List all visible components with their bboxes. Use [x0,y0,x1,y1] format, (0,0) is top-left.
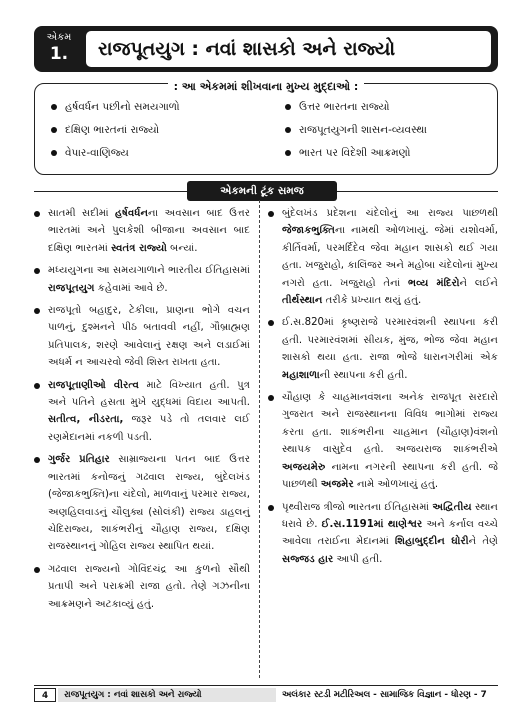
body-text: સ્થાન ધરાવે છે. [282,501,498,530]
unit-label: એકમ [46,32,72,43]
key-points-heading: : આ એકમમાં શીખવાના મુખ્ય મુદ્દાઓ : [168,80,365,93]
summary-bullet-item [34,561,250,613]
body-text: ને લઈને [459,277,499,289]
footer-rule [34,685,498,686]
unit-number: 1. [49,44,69,64]
emphasized-text: અદ્વિતીય [432,501,472,513]
body-text: અને કર્નાલ વચ્ચે આવેલા તરાઈના મેદાનમાં [282,518,498,548]
emphasized-text: ભવ્ય મંદિરો [408,277,460,289]
key-points-right-list [283,96,427,165]
body-text: ઈ.સ.820માં કૃષ્ણરાજે પરમારવંશની સ્થાપના કરી હતી. પરમારવંશમાં સીયક, મુંજ, ભોજ જેવા મહાન શાસકો થયા હતા. રાજા ભોજે ધારાનગરીમાં એક [282,317,498,364]
key-point-item: હર્ષવર્ધન પછીનો સમયગાળો [49,96,180,119]
footer-book-title: અલંકાર સ્ટડી મટીરિઅલ - સામાજિક વિજ્ઞાન - ધોરણ - 7 [282,690,487,700]
key-point-item: દક્ષિણ ભારતનાં રાજ્યો [49,119,180,142]
body-text: ને તેણે [468,536,498,548]
emphasized-text: મહાશાળા [282,369,320,381]
summary-bullet-item [268,389,498,493]
body-text: નામે ઓળખાયું હતું. [353,479,439,491]
body-text: કહેવામાં આવે છે. [94,282,168,294]
key-point-item: રાજપૂતયુગની શાસન-વ્યવસ્થા [283,119,427,142]
emphasized-text: ગુર્જર પ્રતિહાર [48,454,110,466]
emphasized-text: જેજાકભુક્તિ [282,225,336,237]
emphasized-text: રાજપૂતાણીઓ વીરત્વ [48,379,139,391]
body-text: પૃથ્વીરાજ ત્રીજો ભારતના ઈતિહાસમાં [282,501,433,513]
summary-bullet-item [34,302,250,372]
summary-bullet-item [268,499,498,569]
key-point-item: ઉત્તર ભારતના રાજ્યો [283,96,427,119]
summary-bullet-item [34,451,250,555]
key-points-left-list [49,96,180,165]
emphasized-text: સજ્જડ હાર [282,553,334,565]
summary-bullet-item [34,377,250,447]
key-points-box [34,80,498,175]
emphasized-text: સ્વતંત્ર રાજ્યો [111,242,167,254]
key-point-item: વેપાર-વાણિજ્ય [49,142,180,165]
body-text: જરૂર પડે તો તલવાર લઈ રણમેદાનમાં નકળી પડતી. [48,414,250,443]
body-text: સામ્રાજ્યના પતન બાદ ઉત્તર ભારતમાં કનોજનું ગઢવાલ રાજ્ય, બુંદેલખંડ (જેજાકભુક્તિ)ના ચંદેલો, માળવાનું પરમાર રાજ્ય, અણહિલવાડનું ચૌલુક્ય (સોલંકી) રાજ્ય ડાહલનું ચેદિરાજ્ય, શાકંભરીનું ચૌહાણ રાજ્ય, દક્ષિણ રાજસ્થાનનું ગોહિલ રાજ્ય સ્થાપિત થયાં. [48,454,250,553]
page-number: 4 [34,688,56,702]
emphasized-text: હર્ષવર્ધન [115,208,149,219]
body-text: માટે વિખ્યાત હતી. પુત્ર અને પતિને હસતા મુખે યુદ્ધમાં વિદાય આપતી. [48,379,250,409]
body-text: મધ્યયુગના આ સમયગાળાને ભારતીય ઈતિહાસમાં [48,265,250,277]
body-text: બન્યાં. [166,242,198,254]
unit-number-tag [40,30,78,68]
summary-heading: એકમની ટૂંક સમજ [187,181,337,201]
footer-chapter-title: રાજપૂતયુગ : નવાં શાસકો અને રાજ્યો [58,688,276,702]
key-point-item: ભારત પર વિદેશી આક્રમણો [283,142,427,165]
body-text: ના નામથી ઓળખાયું. જેમાં યશોવર્મા, કીર્તિવર્મા, પરમર્દિદેવ જેવા મહાન શાસકો થઈ ગયા હતા. ખજુરાહો, કાલિંજર અને મહોબા ચંદેલોનાં મુખ્ય નગરો હતા. ખજુરાહો તેનાં [282,225,498,289]
summary-bullet-item [34,262,250,297]
body-text: ના અવસાન બાદ ઉત્તર ભારતમાં અને પુલકેશી બીજાના અવસાન બાદ દક્ષિણ ભારતમાં [48,208,251,254]
emphasized-text: સતીત્વ, નીડરતા, [48,414,124,426]
body-text: નામના નગરની સ્થાપના કરી હતી. જે પાછળથી [282,461,498,491]
body-text: ગઢવાલ રાજ્યનો ગોવિંદચંદ્ર આ કુળનો સૌથી પ્રતાપી અને પરાક્રમી રાજા હતો. તેણે ગઝનીના આક્રમણને અટકાવ્યું હતું. [48,563,250,610]
page-footer [34,688,498,702]
summary-left-column [34,205,250,618]
body-text: તરીકે પ્રખ્યાત થયું હતું. [322,295,422,307]
emphasized-text: શિહાબુદ્દીન ઘોરી [394,536,469,548]
emphasized-text: અજયમેરુ [282,461,326,473]
column-divider [259,200,260,678]
key-points-heading-wrap [35,75,497,94]
emphasized-text: તીર્થસ્થાન [282,295,323,307]
body-text: ની સ્થાપના કરી હતી. [319,369,408,381]
emphasized-text: અજમેર [320,479,354,491]
summary-right-column [268,205,498,573]
emphasized-text: ઈ.સ.1191માં થાણેશ્વર [321,518,423,530]
emphasized-text: રાજપૂતયુગ [48,282,95,294]
body-text: આપી હતી. [333,553,383,565]
summary-bullet-item [268,314,498,384]
unit-title: રાજપૂતયુગ : નવાં શાસકો અને રાજ્યો [86,31,491,67]
summary-bullet-item [34,205,250,257]
summary-bullet-item [268,205,498,309]
body-text: સાતમી સદીમાં [48,208,116,219]
body-text: રાજપૂતો બહાદુર, ટેકીલા, પ્રાણના ભોગે વચન પાળનું, દુશ્મનને પીઠ બતાવવી નહીં, ગૌબ્રાહ્મણ પ્રતિપાલક, શરણે આવેલાનું રક્ષણ અને લડાઈમાં અધર્મ ન આચરવો જેવી શિસ્ત રાખતા હતા. [48,305,250,369]
body-text: ચૌહાણ કે ચાહમાનવંશના અનેક રાજપૂત સરદારો ગુજરાત અને રાજસ્થાનના વિવિધ ભાગોમાં રાજ્ય કરતા હતા. શાકંભરીના ચાહમાન (ચૌહાણ)વંશનો સ્થાપક વાસુદેવ હતો. અજયરાજ શાકંભરીએ [282,392,498,456]
body-text: બુંદેલખંડ પ્રદેશના ચંદેલોનું આ રાજ્ય પાછળથી [282,208,498,219]
